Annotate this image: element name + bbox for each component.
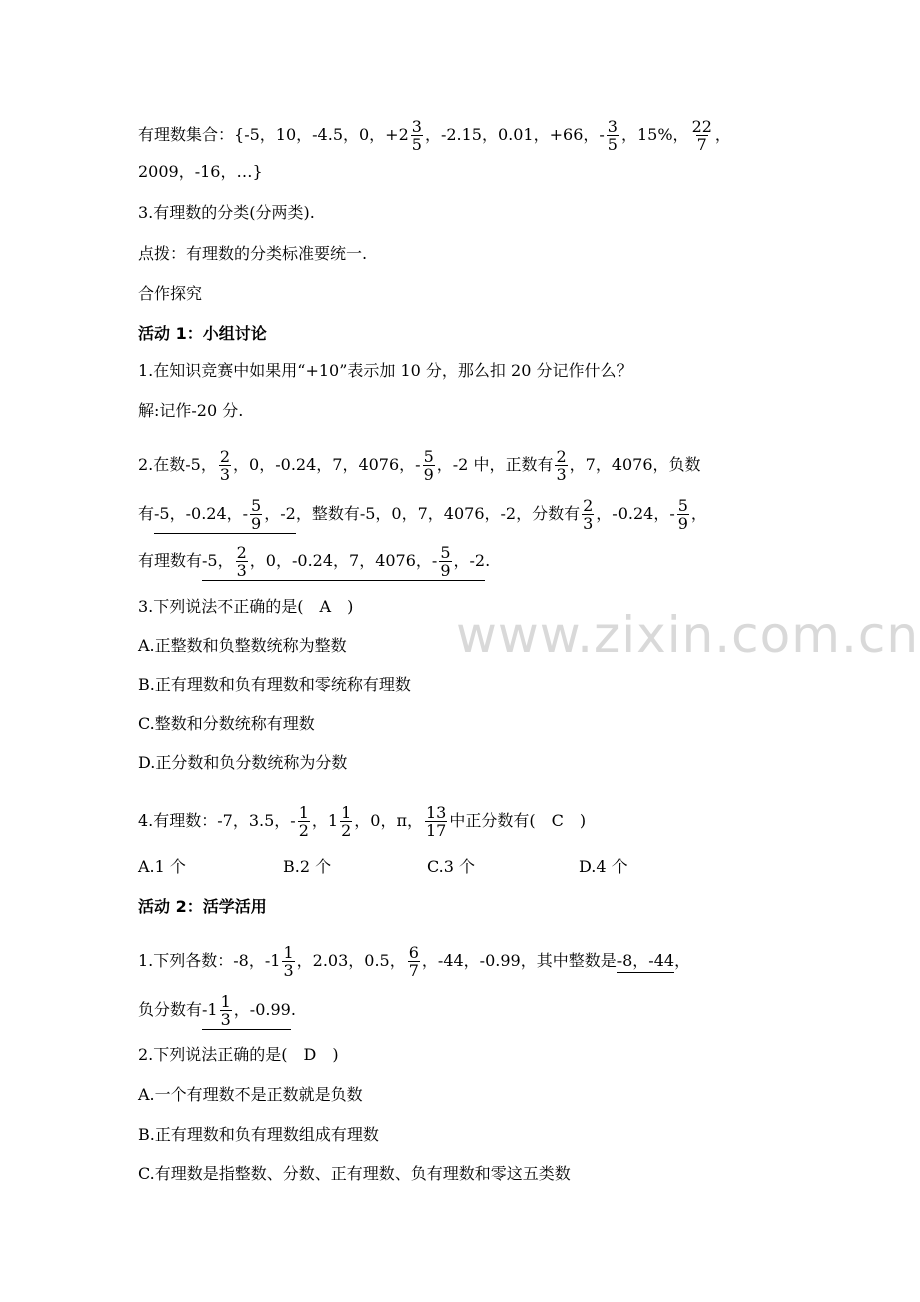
fraction bbox=[298, 804, 310, 839]
fraction bbox=[691, 118, 713, 153]
question-4 bbox=[138, 804, 586, 839]
numerator: 5 bbox=[677, 496, 688, 515]
q4-option-c: C.3 个 bbox=[427, 857, 476, 876]
q4-text: ，0，π， bbox=[354, 811, 423, 830]
numerator: 2 bbox=[236, 543, 247, 562]
question-3: 3.下列说法不正确的是( A ) bbox=[138, 597, 354, 616]
denominator: 17 bbox=[425, 821, 447, 840]
rationals-answer bbox=[202, 544, 485, 581]
denominator: 3 bbox=[219, 465, 231, 484]
watermark: www.zixin.com.cn bbox=[456, 606, 920, 664]
q4-text: 4.有理数：-7，3.5，- bbox=[138, 811, 296, 830]
classification-text: 3.有理数的分类(分两类). bbox=[138, 203, 315, 222]
q4-option-b: B.2 个 bbox=[283, 857, 332, 876]
set-text: ，-2.15，0.01，+66，- bbox=[424, 125, 605, 144]
r2-option-c: C.有理数是指整数、分数、正有理数、负有理数和零这五类数 bbox=[138, 1164, 571, 1183]
numerator: 2 bbox=[556, 447, 567, 466]
q3-option-a: A.正整数和负整数统称为整数 bbox=[138, 636, 347, 655]
q4-option-a: A.1 个 bbox=[138, 857, 186, 876]
r1-text: . bbox=[290, 1000, 296, 1019]
denominator: 3 bbox=[220, 1010, 231, 1029]
q4-text: ，1 bbox=[311, 811, 339, 830]
q2-text: . bbox=[485, 551, 491, 570]
q2-text: ， bbox=[690, 504, 707, 523]
negatives-answer bbox=[154, 497, 296, 534]
fraction bbox=[282, 944, 294, 979]
fraction bbox=[250, 497, 262, 532]
fraction bbox=[423, 448, 435, 483]
denominator: 2 bbox=[298, 821, 309, 840]
q3-option-d: D.正分数和负分数统称为分数 bbox=[138, 753, 348, 772]
r2-option-a: A.一个有理数不是正数就是负数 bbox=[138, 1085, 363, 1104]
fraction bbox=[582, 497, 594, 532]
activity-1-heading: 活动 1：小组讨论 bbox=[138, 324, 267, 343]
r1-text: ，-44，-0.99，其中整数是 bbox=[421, 951, 617, 970]
fraction bbox=[439, 544, 451, 579]
fraction bbox=[425, 804, 447, 839]
q2-text: 2.在数-5， bbox=[138, 455, 217, 474]
r1-text: ， bbox=[674, 951, 691, 970]
numerator: 3 bbox=[411, 117, 422, 136]
fraction bbox=[677, 497, 689, 532]
denominator: 9 bbox=[251, 514, 262, 533]
answer-1: 解:记作-20 分. bbox=[138, 401, 244, 420]
answer-text: -5，-0.24，- bbox=[154, 504, 249, 523]
numerator: 5 bbox=[423, 447, 434, 466]
fraction bbox=[236, 544, 248, 579]
section-heading: 合作探究 bbox=[138, 284, 203, 303]
activity-2-heading: 活动 2：活学活用 bbox=[138, 897, 267, 916]
r2-option-b: B.正有理数和负有理数组成有理数 bbox=[138, 1125, 379, 1144]
integers-answer: -8，-44 bbox=[617, 951, 674, 973]
fraction bbox=[408, 944, 420, 979]
denominator: 7 bbox=[696, 135, 707, 154]
q2-text: ，-0.24，- bbox=[596, 504, 675, 523]
denominator: 5 bbox=[607, 135, 618, 154]
fraction bbox=[607, 118, 619, 153]
q3-option-b: B.正有理数和负有理数和零统称有理数 bbox=[138, 675, 411, 694]
q2-text: ，整数有-5，0，7，4076，-2，分数有 bbox=[295, 504, 581, 523]
q2-text: ，0，-0.24，7，4076，- bbox=[233, 455, 421, 474]
rational-set-line-1 bbox=[138, 118, 731, 153]
denominator: 3 bbox=[283, 961, 294, 980]
denominator: 3 bbox=[583, 514, 594, 533]
fraction bbox=[555, 448, 567, 483]
fraction bbox=[411, 118, 423, 153]
r1-text: 1.下列各数：-8，-1 bbox=[138, 951, 281, 970]
answer-text: ，0，-0.24，7，4076，- bbox=[249, 551, 438, 570]
rational-set-line-2: 2009，-16，…} bbox=[138, 162, 263, 181]
denominator: 9 bbox=[440, 561, 451, 580]
numerator: 5 bbox=[251, 496, 262, 515]
question-2-line-1 bbox=[138, 448, 701, 483]
denominator: 7 bbox=[408, 961, 419, 980]
q4-text: 中正分数有( C ) bbox=[449, 811, 587, 830]
answer-text: ，-2 bbox=[264, 504, 296, 523]
numerator: 5 bbox=[440, 543, 451, 562]
set-text: {-5，10，-4.5，0，+2 bbox=[234, 125, 409, 144]
denominator: 2 bbox=[341, 821, 352, 840]
set-text: ，15%， bbox=[620, 125, 689, 144]
denominator: 3 bbox=[236, 561, 247, 580]
denominator: 5 bbox=[411, 135, 422, 154]
denominator: 9 bbox=[423, 465, 434, 484]
numerator: 13 bbox=[425, 803, 447, 822]
fraction bbox=[219, 448, 231, 483]
fraction bbox=[340, 804, 352, 839]
answer-text: ，-2 bbox=[453, 551, 486, 570]
q4-option-d: D.4 个 bbox=[579, 857, 628, 876]
practice-1-line-2 bbox=[138, 993, 296, 1030]
q2-text: 有 bbox=[138, 504, 155, 523]
numerator: 22 bbox=[691, 117, 712, 136]
numerator: 2 bbox=[219, 447, 231, 466]
answer-text: -5， bbox=[202, 551, 234, 570]
q2-text: 有理数有 bbox=[138, 551, 203, 570]
answer-text: ，-0.99 bbox=[233, 1000, 291, 1019]
negative-fractions-answer bbox=[202, 993, 291, 1030]
denominator: 3 bbox=[556, 465, 567, 484]
set-text: ， bbox=[714, 125, 731, 144]
practice-1-line-1 bbox=[138, 944, 690, 979]
tip-text: 点拨：有理数的分类标准要统一. bbox=[138, 244, 368, 263]
question-1: 1.在知识竞赛中如果用“+10”表示加 10 分，那么扣 20 分记作什么？ bbox=[138, 361, 633, 380]
set-label: 有理数集合： bbox=[138, 125, 235, 144]
q2-text: ，7，4076，负数 bbox=[569, 455, 701, 474]
q2-text: ，-2 中，正数有 bbox=[436, 455, 554, 474]
fraction bbox=[220, 993, 232, 1028]
numerator: 1 bbox=[298, 803, 309, 822]
numerator: 6 bbox=[408, 943, 419, 962]
question-2-line-3 bbox=[138, 544, 490, 581]
practice-2: 2.下列说法正确的是( D ) bbox=[138, 1045, 339, 1064]
numerator: 1 bbox=[341, 803, 352, 822]
numerator: 1 bbox=[220, 992, 231, 1011]
answer-text: -1 bbox=[202, 1000, 218, 1019]
numerator: 1 bbox=[283, 943, 294, 962]
numerator: 3 bbox=[607, 117, 618, 136]
q3-option-c: C.整数和分数统称有理数 bbox=[138, 714, 315, 733]
r1-text: 负分数有 bbox=[138, 1000, 203, 1019]
numerator: 2 bbox=[583, 496, 594, 515]
r1-text: ，2.03，0.5， bbox=[296, 951, 406, 970]
denominator: 9 bbox=[677, 514, 688, 533]
question-2-line-2 bbox=[138, 497, 707, 534]
